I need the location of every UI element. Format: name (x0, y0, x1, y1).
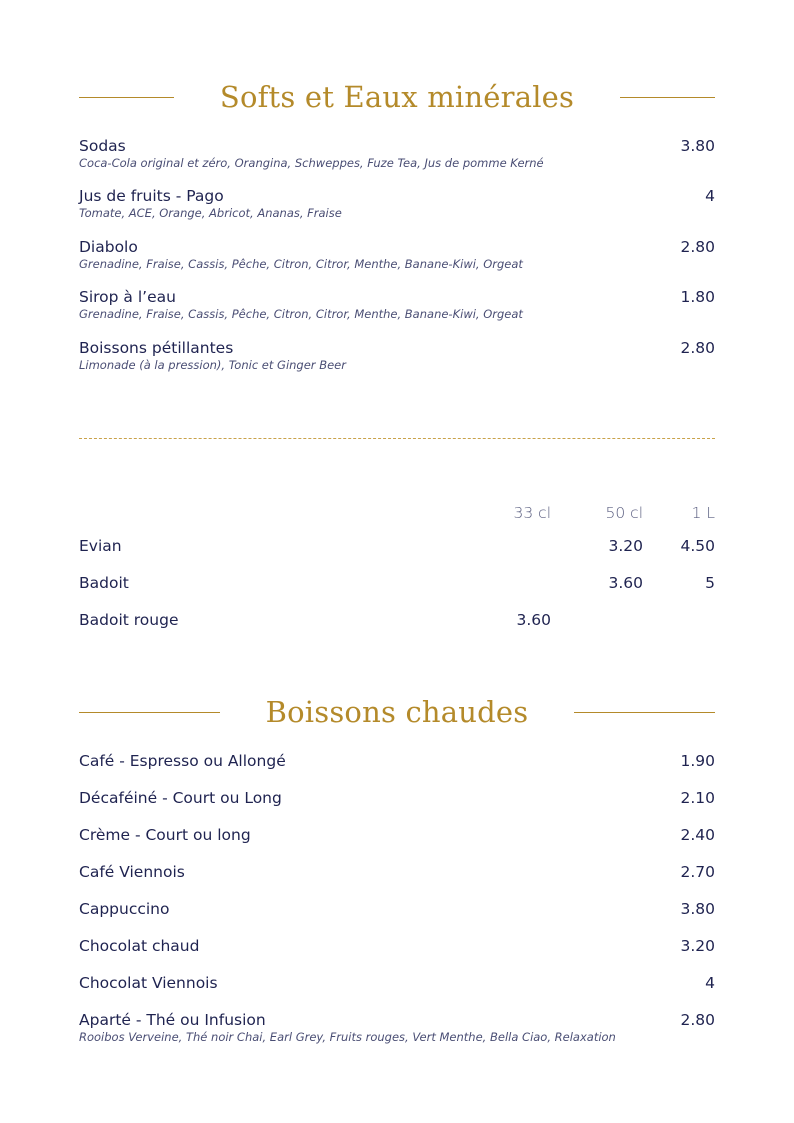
item-name: Café - Espresso ou Allongé (79, 752, 286, 770)
water-table-header (79, 504, 715, 524)
item-name: Jus de fruits - Pago (79, 187, 224, 205)
item-name: Aparté - Thé ou Infusion (79, 1011, 266, 1029)
header-rule-left (79, 712, 220, 713)
softs-header (79, 80, 715, 114)
item-name: Chocolat chaud (79, 937, 200, 955)
item-price: 2.80 (680, 339, 715, 357)
item-price: 2.80 (680, 238, 715, 256)
item-name: Café Viennois (79, 863, 185, 881)
item-name: Cappuccino (79, 900, 170, 918)
header-rule-right (620, 97, 715, 98)
item-price: 4 (705, 187, 715, 205)
item-price: 2.40 (680, 826, 715, 844)
item-description: Limonade (à la pression), Tonic et Ginger Beer (79, 358, 346, 372)
item-price: 3.80 (680, 900, 715, 918)
menu-item-cafe (79, 752, 715, 770)
price-1l: 4.50 (680, 537, 715, 555)
menu-item-decafeine (79, 789, 715, 807)
price-33cl: 3.60 (516, 611, 551, 629)
menu-item-diabolo (79, 238, 715, 271)
item-price: 2.70 (680, 863, 715, 881)
menu-item-aparte (79, 1011, 715, 1044)
menu-item-chocolat-viennois (79, 974, 715, 992)
item-name: Décaféiné - Court ou Long (79, 789, 282, 807)
menu-item-cappuccino (79, 900, 715, 918)
item-name: Crème - Court ou long (79, 826, 251, 844)
menu-item-cafe-viennois (79, 863, 715, 881)
section-title-softs: Softs et Eaux minérales (219, 80, 575, 114)
water-name: Badoit (79, 574, 129, 592)
item-name: Diabolo (79, 238, 138, 256)
item-price: 3.80 (680, 137, 715, 155)
menu-item-sodas (79, 137, 715, 170)
header-rule-right (574, 712, 715, 713)
column-header-33cl: 33 cl (513, 504, 551, 522)
menu-item-jus-de-fruits (79, 187, 715, 220)
item-price: 1.90 (680, 752, 715, 770)
table-row (79, 537, 715, 557)
menu-item-boissons-petillantes (79, 339, 715, 372)
section-title-hot: Boissons chaudes (265, 695, 529, 729)
table-row (79, 574, 715, 594)
price-50cl: 3.60 (608, 574, 643, 592)
item-name: Sirop à l’eau (79, 288, 176, 306)
table-row (79, 611, 715, 631)
item-description: Tomate, ACE, Orange, Abricot, Ananas, Fraise (79, 206, 342, 220)
item-price: 1.80 (680, 288, 715, 306)
item-price: 2.10 (680, 789, 715, 807)
item-price: 3.20 (680, 937, 715, 955)
menu-item-sirop (79, 288, 715, 321)
item-description: Rooibos Verveine, Thé noir Chai, Earl Grey, Fruits rouges, Vert Menthe, Bella Ciao, Relaxation (79, 1030, 616, 1044)
item-description: Grenadine, Fraise, Cassis, Pêche, Citron, Citror, Menthe, Banane-Kiwi, Orgeat (79, 257, 523, 271)
price-50cl: 3.20 (608, 537, 643, 555)
item-name: Boissons pétillantes (79, 339, 234, 357)
item-name: Sodas (79, 137, 126, 155)
item-price: 4 (705, 974, 715, 992)
item-description: Coca-Cola original et zéro, Orangina, Schweppes, Fuze Tea, Jus de pomme Kerné (79, 156, 544, 170)
price-1l: 5 (705, 574, 715, 592)
column-header-1l: 1 L (691, 504, 715, 522)
dotted-divider (79, 438, 715, 439)
column-header-50cl: 50 cl (605, 504, 643, 522)
menu-item-creme (79, 826, 715, 844)
water-name: Evian (79, 537, 122, 555)
item-description: Grenadine, Fraise, Cassis, Pêche, Citron, Citror, Menthe, Banane-Kiwi, Orgeat (79, 307, 523, 321)
water-name: Badoit rouge (79, 611, 179, 629)
item-name: Chocolat Viennois (79, 974, 218, 992)
hot-header (79, 695, 715, 729)
header-rule-left (79, 97, 174, 98)
menu-item-chocolat-chaud (79, 937, 715, 955)
item-price: 2.80 (680, 1011, 715, 1029)
